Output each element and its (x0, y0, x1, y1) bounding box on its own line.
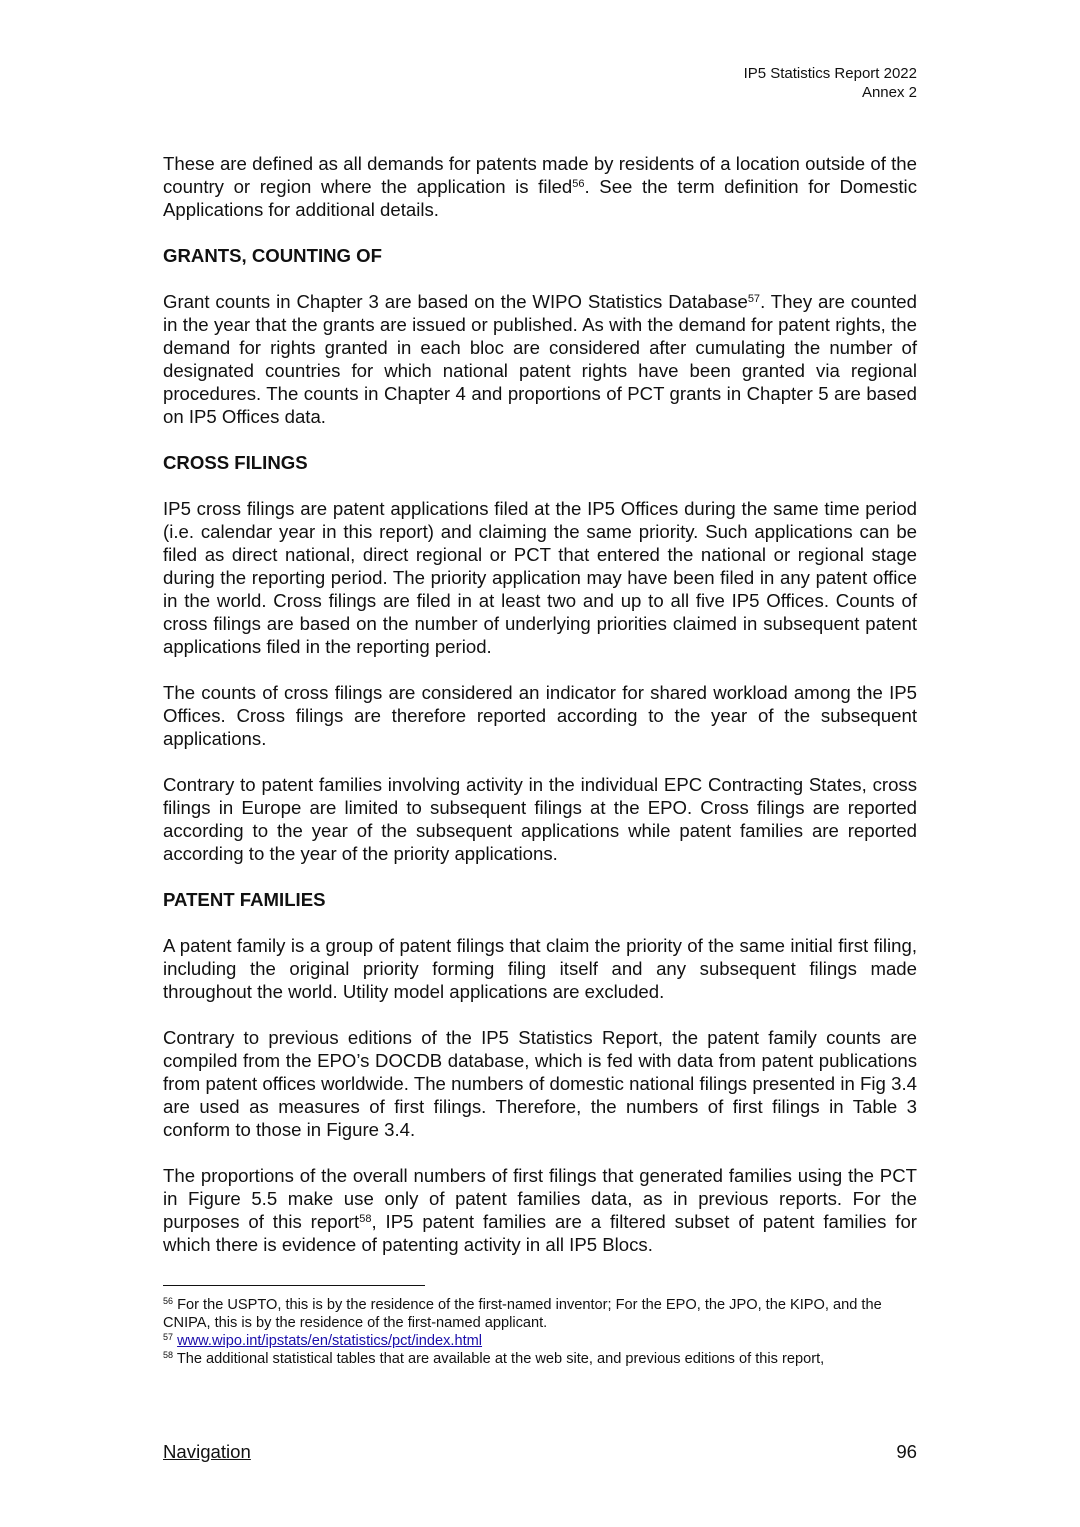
footnote-ref-57[interactable]: 57 (747, 293, 761, 305)
footnote-number: 58 (163, 1350, 174, 1360)
patent-families-paragraph-3 (163, 1164, 917, 1256)
grants-heading: GRANTS, COUNTING OF (163, 245, 382, 266)
footnote-ref-58[interactable]: 58 (359, 1213, 372, 1225)
footnote-text: The additional statistical tables that are available at the web site, and previous editions of this report, (176, 1351, 825, 1367)
footnote-57 (163, 1332, 917, 1350)
footnote-divider (163, 1285, 425, 1286)
cross-filings-paragraph-3: Contrary to patent families involving activity in the individual EPC Contracting States, cross filings in Europe are limited to subsequent filings at the EPO. Cross filings are reported according to the year of the subsequent applications while patent families are reported according to the year of the priority applications. (163, 774, 917, 864)
grants-tail: . They are counted in the year that the grants are issued or published. As with the demand for patent rights, the demand for rights granted in each bloc are considered after cumulating the number of designated countries for which national patent rights have been granted via regional procedures. The counts in Chapter 4 and proportions of PCT grants in Chapter 5 are based on IP5 Offices data. (163, 291, 917, 427)
footnote-58 (163, 1350, 917, 1368)
cross-filings-heading: CROSS FILINGS (163, 452, 308, 473)
grants-text: Grant counts in Chapter 3 are based on the WIPO Statistics Database (163, 291, 748, 312)
patent-families-paragraph-2: Contrary to previous editions of the IP5 Statistics Report, the patent family counts are compiled from the EPO’s DOCDB database, which is fed with data from patent publications from patent offices worldwide. The numbers of domestic national filings presented in Fig 3.4 are used as measures of first filings. Therefore, the numbers of first filings in Table 3 conform to those in Figure 3.4. (163, 1027, 917, 1140)
footnote-ref-56[interactable]: 56 (572, 178, 585, 190)
intro-text: These are defined as all demands for patents made by residents of a location outside of the country or region where the application is filed (163, 153, 917, 197)
patent-families-paragraph-1: A patent family is a group of patent filings that claim the priority of the same initial first filing, including the original priority forming filing itself and any subsequent filings made throughout the world. Utility model applications are excluded. (163, 935, 917, 1002)
intro-tail: . See the term definition for Domestic Applications for additional details. (163, 176, 917, 220)
page-footer (163, 1440, 917, 1464)
patent-families-tail: , IP5 patent families are a filtered subset of patent families for which there is evidence of patenting activity in all IP5 Blocs. (163, 1211, 917, 1255)
footnote-56 (163, 1296, 917, 1332)
section-label: Annex 2 (861, 84, 917, 101)
grants-paragraph (163, 290, 917, 428)
cross-filings-paragraph-1: IP5 cross filings are patent applications filed at the IP5 Offices during the same time period (i.e. calendar year in this report) and claiming the same priority. Such applications can be filed as direct national, direct regional or PCT that entered the national or regional stage during the reporting period. The priority application may have been filed in any patent office in the world. Cross filings are filed in at least two and up to all five IP5 Offices. Counts of cross filings are based on the number of underlying priorities claimed in subsequent patent applications filed in the reporting period. (163, 498, 917, 657)
footnotes (163, 1296, 917, 1368)
main-content (163, 152, 917, 1279)
patent-families-heading: PATENT FAMILIES (163, 889, 326, 910)
navigation-link[interactable]: Navigation (163, 1441, 251, 1462)
page-header (744, 64, 917, 102)
cross-filings-paragraph-2: The counts of cross filings are considered an indicator for shared workload among the IP5 Offices. Cross filings are therefore reported according to the year of the subsequent applications. (163, 682, 917, 749)
page-number: 96 (896, 1441, 917, 1462)
report-title: IP5 Statistics Report 2022 (743, 65, 917, 82)
wipo-statistics-link[interactable]: www.wipo.int/ipstats/en/statistics/pct/index.html (177, 1333, 483, 1349)
intro-paragraph (163, 152, 917, 221)
patent-families-text: The proportions of the overall numbers of first filings that generated families using the PCT in Figure 5.5 make use only of patent families data, as in previous reports. For the purposes of this report (163, 1165, 917, 1232)
footnote-number: 57 (163, 1332, 174, 1342)
footnote-text: For the USPTO, this is by the residence of the first-named inventor; For the EPO, the JPO, the KIPO, and the CNIPA, this is by the residence of the first-named applicant. (163, 1297, 882, 1331)
footnote-number: 56 (163, 1296, 174, 1306)
